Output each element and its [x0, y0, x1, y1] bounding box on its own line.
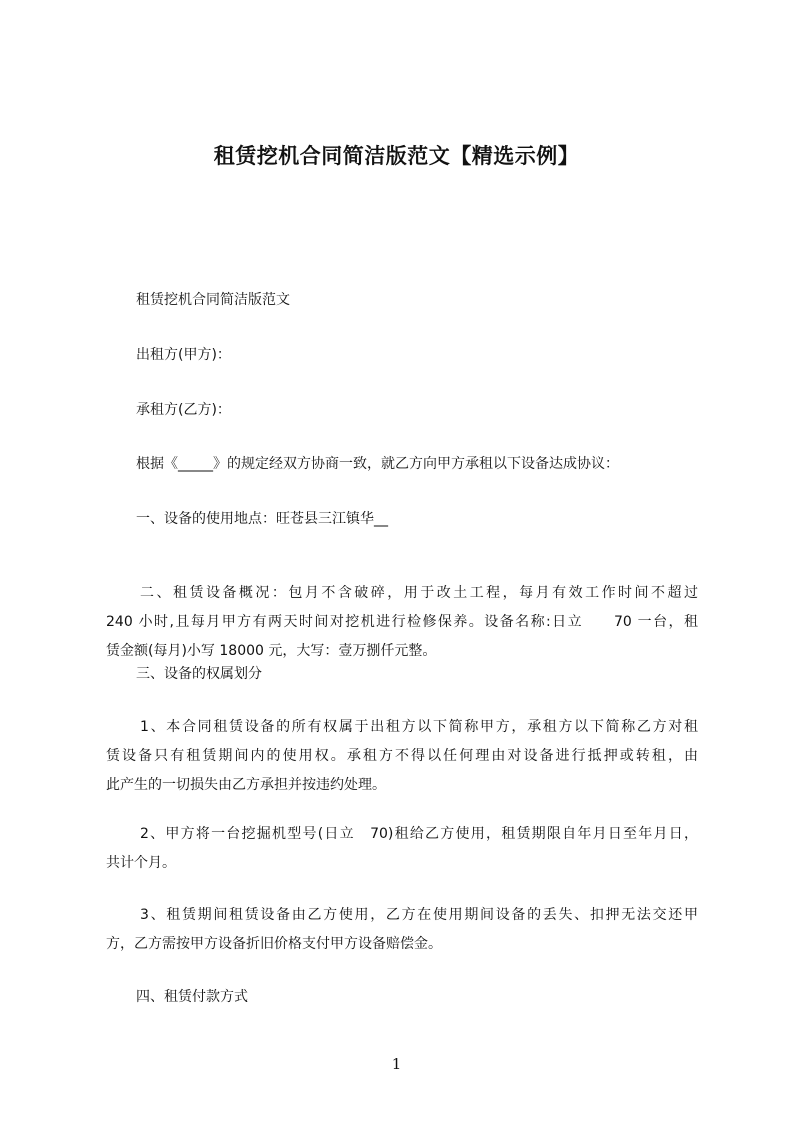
page-number: 1	[391, 1055, 402, 1073]
paragraph-line: 根据《_____》的规定经双方协商一致，就乙方向甲方承租以下设备达成协议：	[136, 456, 619, 472]
document-title: 租赁挖机合同简洁版范文【精选示例】	[213, 144, 580, 168]
clause-2-paragraph	[106, 820, 698, 878]
section-2-paragraph	[106, 579, 698, 666]
paragraph-line: 方，乙方需按甲方设备折旧价格支付甲方设备赔偿金。	[106, 936, 442, 952]
paragraph-line: 2、甲方将一台挖掘机型号(日立 70)租给乙方使用，租赁期限自年月日至年月日，	[140, 826, 698, 842]
paragraph-line: 四、租赁付款方式	[136, 989, 248, 1005]
paragraph-basis	[106, 450, 728, 479]
paragraph-line: 3、租赁期间租赁设备由乙方使用，乙方在使用期间设备的丢失、扣押无法交还甲	[140, 907, 698, 923]
paragraph-line: 租赁挖机合同简洁版范文	[136, 292, 290, 308]
paragraph-lessor	[106, 341, 728, 370]
paragraph-line: 240 小时,且每月甲方有两天时间对挖机进行检修保养。设备名称:日立 70 一台，租	[106, 614, 698, 630]
paragraph-line: 三、设备的权属划分	[136, 666, 262, 682]
section-heading-1	[106, 505, 728, 534]
section-heading-4	[106, 983, 728, 1012]
paragraph-lessee	[106, 396, 728, 425]
clause-1-paragraph	[106, 713, 698, 800]
paragraph-line: 二、租赁设备概况：包月不含破碎，用于改土工程，每月有效工作时间不超过	[140, 585, 698, 601]
paragraph-line: 共计个月。	[106, 855, 176, 871]
paragraph-line: 此产生的一切损失由乙方承担并按违约处理。	[106, 777, 386, 793]
paragraph-line: 承租方(乙方)：	[136, 402, 231, 418]
paragraph-line: 赁金额(每月)小写 18000 元，大写：壹万捌仟元整。	[106, 643, 437, 659]
clause-3-paragraph	[106, 901, 698, 959]
paragraph-subtitle	[106, 286, 728, 315]
paragraph-line: 赁设备只有租赁期间内的使用权。承租方不得以任何理由对设备进行抵押或转租，由	[106, 748, 698, 764]
paragraph-line: 一、设备的使用地点：旺苍县三江镇华__	[136, 511, 388, 527]
paragraph-line: 出租方(甲方)：	[136, 347, 231, 363]
section-heading-3	[106, 660, 728, 689]
paragraph-line: 1、本合同租赁设备的所有权属于出租方以下简称甲方，承租方以下简称乙方对租	[140, 719, 698, 735]
